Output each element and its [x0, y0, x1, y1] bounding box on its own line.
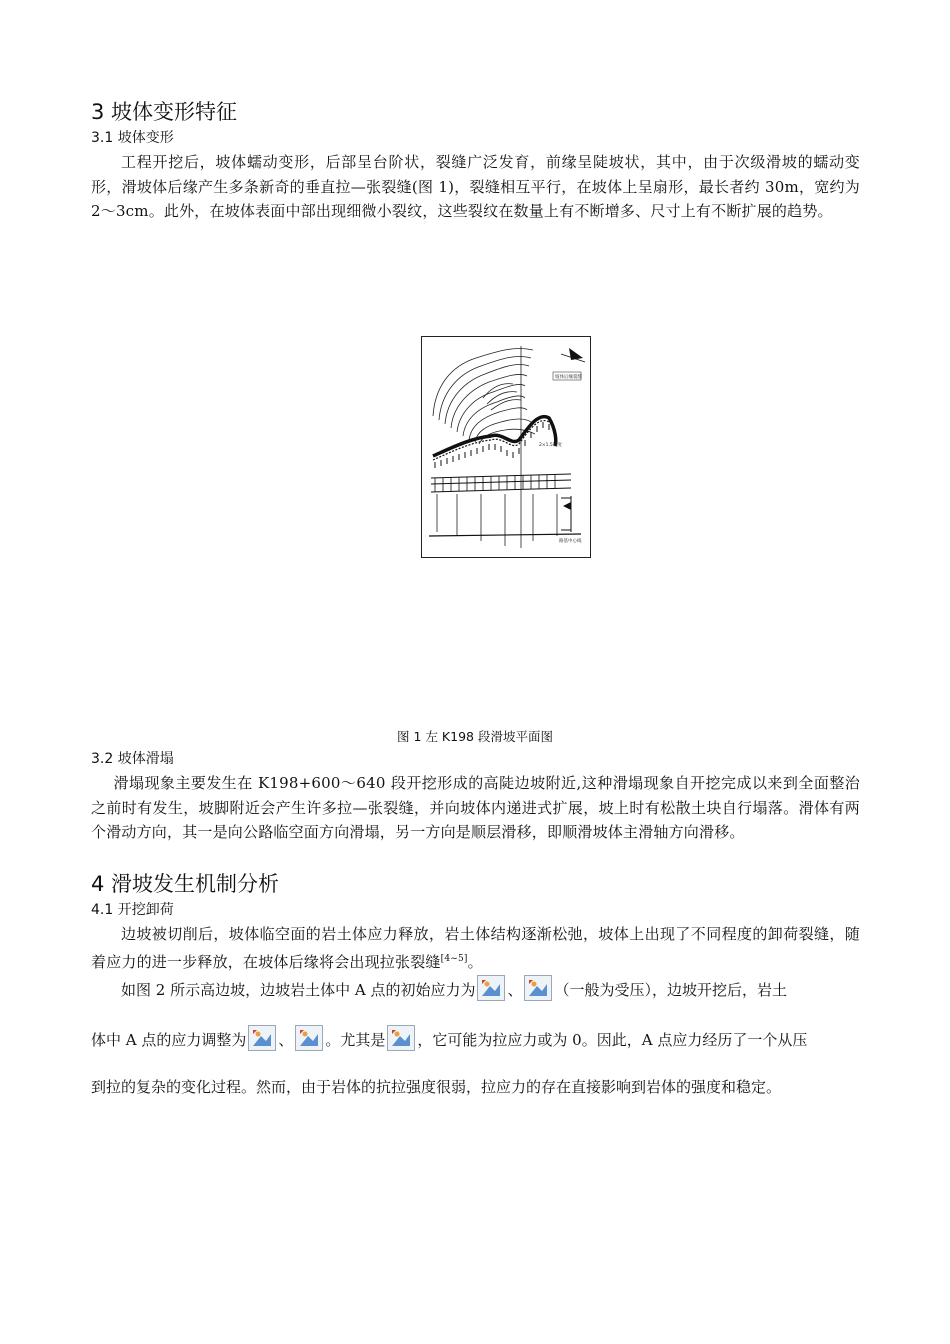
stress-line-3: 到拉的复杂的变化过程。然而，由于岩体的抗拉强度很弱，拉应力的存在直接影响到岩体的强度和稳定。: [91, 1078, 782, 1096]
figure-1-caption: 图 1 左 K198 段滑坡平面图: [397, 729, 553, 744]
legend-slope-label: 2×1.5坡度: [539, 443, 562, 448]
section-4-title: 4 滑坡发生机制分析: [91, 872, 280, 896]
formula-image-icon: [524, 975, 552, 1001]
subsection-4-1-title: 4.1 开挖卸荷: [91, 902, 174, 918]
formula-image-icon: [387, 1025, 415, 1051]
paragraph-3-1: 工程开挖后，坡体蠕动变形，后部呈台阶状，裂缝广泛发育，前缘呈陡坡状，其中，由于次级滑坡的蠕动变形，滑坡体后缘产生多条新奇的垂直拉—张裂缝(图 1)，裂缝相互平行，在坡体上呈扇形，最长者约 30m，宽约为 2～3cm。此外，在坡体表面中部出现细微小裂纹，这些裂纹在数量上有不断增多、尺寸上有不断扩展的趋势。: [91, 153, 860, 220]
legend-centerline-label: 路基中心线: [559, 539, 582, 544]
subsection-3-1-title: 3.1 坡体变形: [91, 130, 174, 146]
legend-crack-label: 坡体后缘裂缝: [555, 375, 582, 380]
formula-image-icon: [248, 1025, 276, 1051]
landslide-plan-drawing: [421, 336, 591, 558]
stress-line-1: 如图 2 所示高边坡，边坡岩土体中 A 点的初始应力为 、 （一般为受压），边坡开挖后，岩土: [91, 975, 860, 1002]
paragraph-3-2: 滑塌现象主要发生在 K198+600～640 段开挖形成的高陡边坡附近,这种滑塌现象自开挖完成以来到全面整治之前时有发生，坡脚附近会产生许多拉—张裂缝，并向坡体内递进式扩展，坡上时有松散土块自行塌落。滑体有两个滑动方向，其一是向公路临空面方向滑塌，另一方向是顺层滑移，即顺滑坡体主滑轴方向滑移。: [91, 774, 860, 841]
section-3-title: 3 坡体变形特征: [91, 100, 238, 124]
formula-image-icon: [477, 975, 505, 1001]
figure-1-landslide-plan: [421, 336, 591, 558]
formula-image-icon: [295, 1025, 323, 1051]
subsection-3-2-title: 3.2 坡体滑塌: [91, 751, 174, 767]
paragraph-4-1: 边坡被切削后，坡体临空面的岩土体应力释放，岩土体结构逐渐松弛，坡体上出现了不同程度的卸荷裂缝，随着应力的进一步释放，在坡体后缘将会出现拉张裂缝[4~5]。: [91, 925, 860, 971]
stress-line-2: 体中 A 点的应力调整为 、 。尤其是 ，它可能为拉应力或为 0。因此，A 点应力经历了一个从压: [91, 1025, 860, 1052]
citation-4-5[interactable]: [4~5]: [440, 953, 468, 964]
